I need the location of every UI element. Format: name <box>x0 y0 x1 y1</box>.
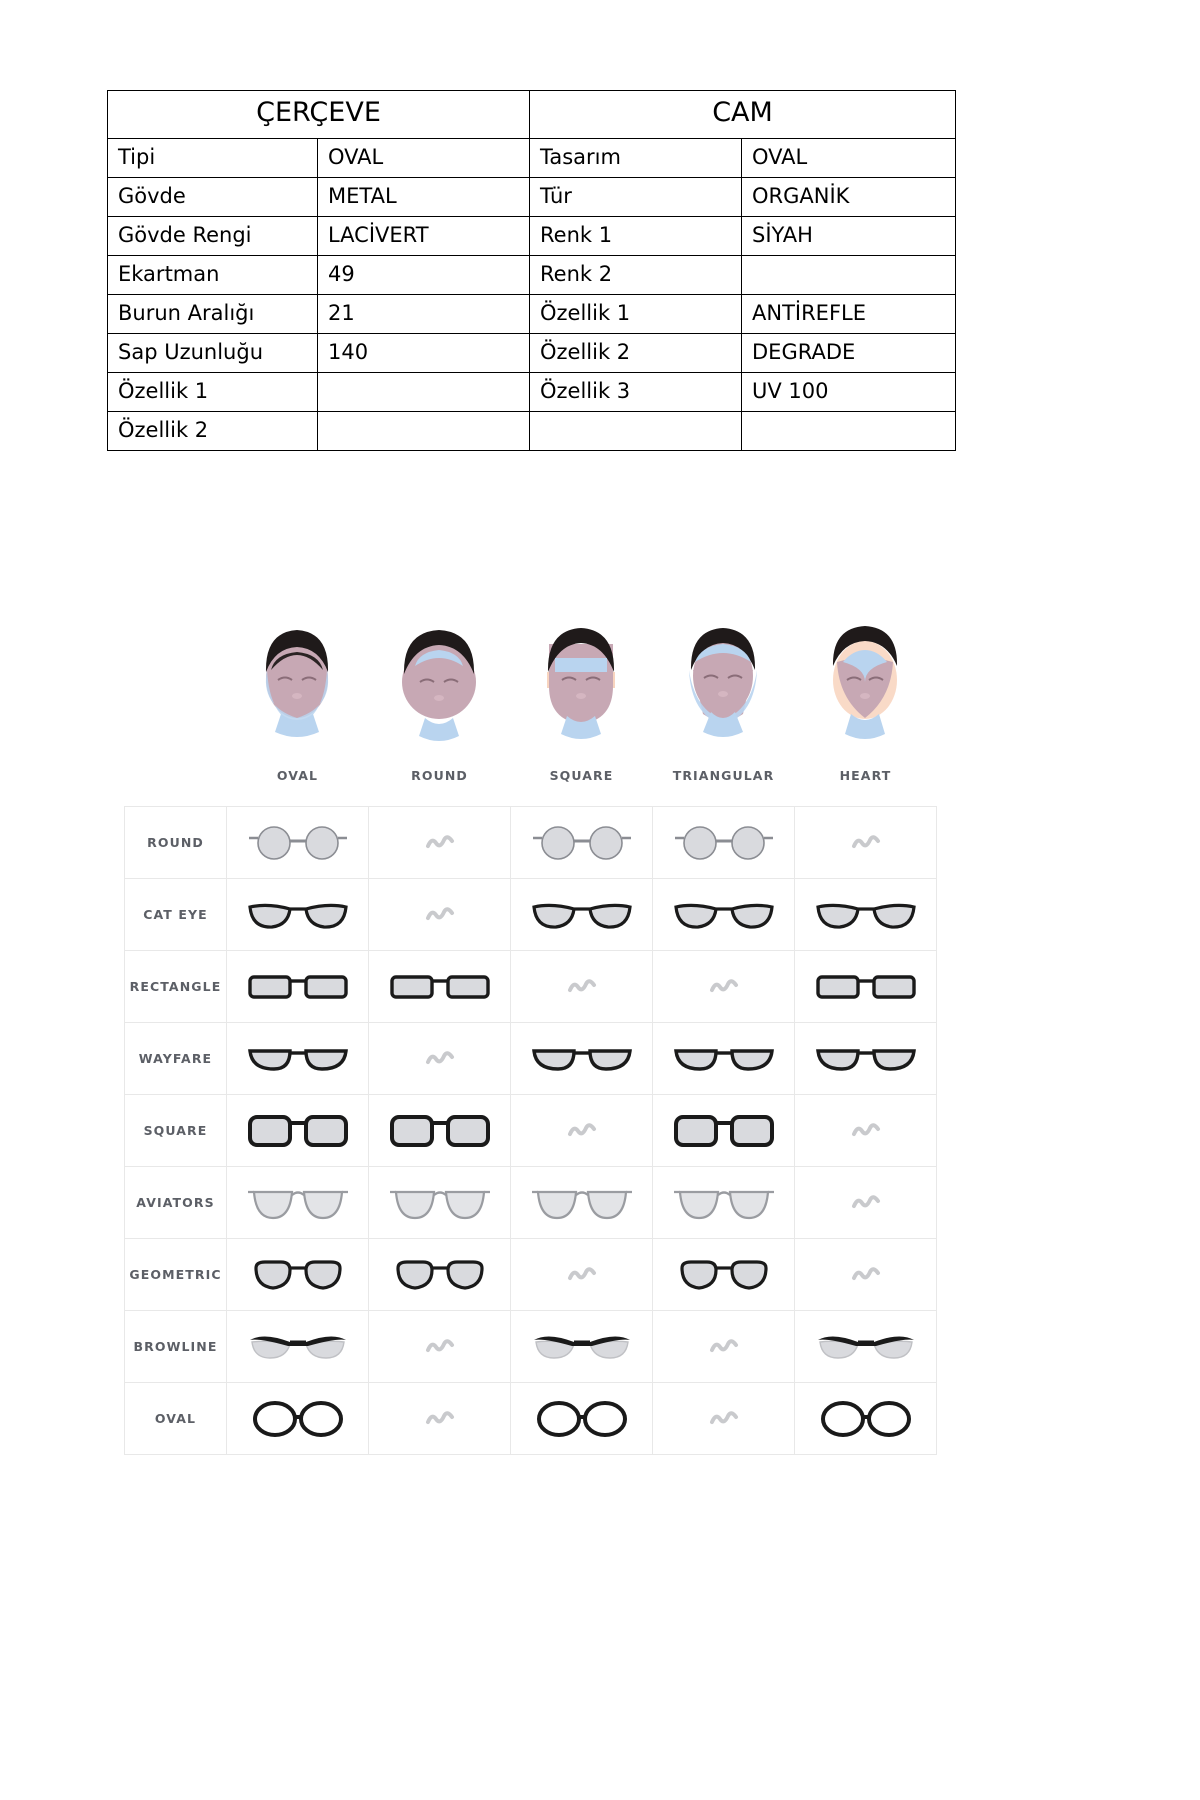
glasses-icon-oval <box>812 1397 920 1441</box>
not-recommended-icon <box>425 1049 455 1069</box>
row-header-round: ROUND <box>125 807 227 879</box>
lens-color2-value <box>742 256 956 295</box>
cell-browline-heart <box>795 1311 937 1383</box>
lens-feature3-label: Özellik 3 <box>530 373 742 412</box>
frame-color-label: Gövde Rengi <box>108 217 318 256</box>
cell-wayfare-triangular <box>653 1023 795 1095</box>
lens-feature1-value: ANTİREFLE <box>742 295 956 334</box>
face-cell-triangular <box>652 608 794 758</box>
cell-rectangle-round <box>369 951 511 1023</box>
grid-row-oval <box>125 1383 937 1455</box>
cell-oval-heart <box>795 1383 937 1455</box>
face-cell-round <box>368 608 510 758</box>
glasses-icon-cat-eye <box>242 895 354 935</box>
glasses-icon-square <box>242 1109 354 1153</box>
glasses-icon-round <box>670 823 778 863</box>
column-header-triangular: TRIANGULAR <box>672 768 775 783</box>
not-recommended-icon <box>851 1265 881 1285</box>
cell-rectangle-oval <box>227 951 369 1023</box>
specification-table <box>107 90 956 451</box>
glasses-icon-aviators <box>386 1182 494 1224</box>
grid-row-rectangle <box>125 951 937 1023</box>
frame-body-value: METAL <box>318 178 530 217</box>
grid-row-geometric <box>125 1239 937 1311</box>
cell-oval-round <box>369 1383 511 1455</box>
lens-kind-label: Tür <box>530 178 742 217</box>
cell-browline-oval <box>227 1311 369 1383</box>
cell-geometric-square <box>511 1239 653 1311</box>
glasses-icon-rectangle <box>384 967 496 1007</box>
frame-feature2-label: Özellik 2 <box>108 412 318 451</box>
glasses-icon-rectangle <box>242 967 354 1007</box>
face-illustration-row <box>226 608 936 758</box>
compatibility-grid-container <box>124 768 936 1455</box>
face-icon-round <box>387 614 491 754</box>
glasses-icon-wayfare <box>668 1039 780 1079</box>
glasses-icon-geometric <box>386 1254 494 1296</box>
glasses-icon-round <box>528 823 636 863</box>
table-row <box>108 412 956 451</box>
cell-round-heart <box>795 807 937 879</box>
glasses-icon-round <box>244 823 352 863</box>
column-header-heart: HEART <box>839 768 892 783</box>
glasses-icon-wayfare <box>242 1039 354 1079</box>
frame-color-value: LACİVERT <box>318 217 530 256</box>
glasses-icon-rectangle <box>810 967 922 1007</box>
frame-feature1-value <box>318 373 530 412</box>
frame-lenswidth-value: 49 <box>318 256 530 295</box>
glasses-icon-wayfare <box>526 1039 638 1079</box>
compatibility-grid <box>124 768 937 1455</box>
table-row <box>108 178 956 217</box>
cell-wayfare-round <box>369 1023 511 1095</box>
grid-row-square <box>125 1095 937 1167</box>
lens-design-value: OVAL <box>742 139 956 178</box>
grid-row-browline <box>125 1311 937 1383</box>
glasses-icon-cat-eye <box>668 895 780 935</box>
not-recommended-icon <box>425 1409 455 1429</box>
grid-corner-cell <box>125 768 227 807</box>
lens-color2-label: Renk 2 <box>530 256 742 295</box>
cell-cateye-oval <box>227 879 369 951</box>
frame-feature2-value <box>318 412 530 451</box>
cell-geometric-oval <box>227 1239 369 1311</box>
face-cell-oval <box>226 608 368 758</box>
lens-feature1-label: Özellik 1 <box>530 295 742 334</box>
glasses-icon-browline <box>526 1328 638 1366</box>
cell-wayfare-oval <box>227 1023 369 1095</box>
not-recommended-icon <box>567 977 597 997</box>
cell-geometric-heart <box>795 1239 937 1311</box>
frame-section-header: ÇERÇEVE <box>108 91 530 139</box>
not-recommended-icon <box>709 1337 739 1357</box>
glasses-icon-aviators <box>244 1182 352 1224</box>
not-recommended-icon <box>709 1409 739 1429</box>
table-row <box>108 139 956 178</box>
table-row <box>108 373 956 412</box>
glasses-icon-square <box>384 1109 496 1153</box>
cell-square-round <box>369 1095 511 1167</box>
lens-color1-value: SİYAH <box>742 217 956 256</box>
not-recommended-icon <box>851 1193 881 1213</box>
cell-rectangle-heart <box>795 951 937 1023</box>
cell-square-square <box>511 1095 653 1167</box>
row-header-browline: BROWLINE <box>125 1311 227 1383</box>
lens-section-header: CAM <box>530 91 956 139</box>
not-recommended-icon <box>425 905 455 925</box>
grid-row-aviators <box>125 1167 937 1239</box>
lens-feature3-value: UV 100 <box>742 373 956 412</box>
cell-wayfare-heart <box>795 1023 937 1095</box>
glasses-icon-aviators <box>670 1182 778 1224</box>
row-header-aviators: AVIATORS <box>125 1167 227 1239</box>
face-icon-heart <box>813 614 917 754</box>
cell-oval-triangular <box>653 1383 795 1455</box>
frame-temple-label: Sap Uzunluğu <box>108 334 318 373</box>
face-icon-oval <box>245 614 349 754</box>
row-header-rectangle: RECTANGLE <box>125 951 227 1023</box>
cell-square-heart <box>795 1095 937 1167</box>
table-row <box>108 334 956 373</box>
glasses-icon-cat-eye <box>810 895 922 935</box>
lens-feature2-label: Özellik 2 <box>530 334 742 373</box>
glasses-icon-oval <box>528 1397 636 1441</box>
cell-browline-square <box>511 1311 653 1383</box>
table-row <box>108 217 956 256</box>
cell-oval-square <box>511 1383 653 1455</box>
table-header-row <box>108 91 956 139</box>
row-header-square: SQUARE <box>125 1095 227 1167</box>
frame-bridge-value: 21 <box>318 295 530 334</box>
grid-row-cat-eye <box>125 879 937 951</box>
glasses-icon-aviators <box>528 1182 636 1224</box>
row-header-cat-eye: CAT EYE <box>125 879 227 951</box>
lens-color1-label: Renk 1 <box>530 217 742 256</box>
cell-cateye-triangular <box>653 879 795 951</box>
cell-aviators-heart <box>795 1167 937 1239</box>
empty-label-cell <box>530 412 742 451</box>
frame-temple-value: 140 <box>318 334 530 373</box>
grid-row-wayfare <box>125 1023 937 1095</box>
cell-aviators-round <box>369 1167 511 1239</box>
grid-row-round <box>125 807 937 879</box>
glasses-icon-cat-eye <box>526 895 638 935</box>
face-shape-frame-chart <box>124 608 936 1508</box>
cell-round-oval <box>227 807 369 879</box>
cell-cateye-heart <box>795 879 937 951</box>
specification-table-container <box>107 90 955 451</box>
cell-rectangle-square <box>511 951 653 1023</box>
cell-round-triangular <box>653 807 795 879</box>
glasses-icon-square <box>668 1109 780 1153</box>
cell-browline-round <box>369 1311 511 1383</box>
face-icon-square <box>529 614 633 754</box>
glasses-icon-geometric <box>244 1254 352 1296</box>
glasses-icon-browline <box>242 1328 354 1366</box>
not-recommended-icon <box>709 977 739 997</box>
table-row <box>108 295 956 334</box>
glasses-icon-wayfare <box>810 1039 922 1079</box>
cell-aviators-square <box>511 1167 653 1239</box>
lens-feature2-value: DEGRADE <box>742 334 956 373</box>
cell-square-triangular <box>653 1095 795 1167</box>
not-recommended-icon <box>567 1265 597 1285</box>
not-recommended-icon <box>425 1337 455 1357</box>
face-icon-triangular <box>671 614 775 754</box>
cell-square-oval <box>227 1095 369 1167</box>
cell-aviators-oval <box>227 1167 369 1239</box>
glasses-icon-geometric <box>670 1254 778 1296</box>
cell-round-round <box>369 807 511 879</box>
cell-aviators-triangular <box>653 1167 795 1239</box>
cell-wayfare-square <box>511 1023 653 1095</box>
frame-bridge-label: Burun Aralığı <box>108 295 318 334</box>
not-recommended-icon <box>567 1121 597 1141</box>
glasses-icon-browline <box>810 1328 922 1366</box>
cell-geometric-triangular <box>653 1239 795 1311</box>
frame-type-label: Tipi <box>108 139 318 178</box>
frame-lenswidth-label: Ekartman <box>108 256 318 295</box>
face-cell-heart <box>794 608 936 758</box>
cell-cateye-square <box>511 879 653 951</box>
row-header-oval: OVAL <box>125 1383 227 1455</box>
row-header-wayfare: WAYFARE <box>125 1023 227 1095</box>
glasses-icon-oval <box>244 1397 352 1441</box>
table-row <box>108 256 956 295</box>
frame-feature1-label: Özellik 1 <box>108 373 318 412</box>
grid-header-row <box>125 768 937 807</box>
not-recommended-icon <box>851 1121 881 1141</box>
cell-round-square <box>511 807 653 879</box>
lens-kind-value: ORGANİK <box>742 178 956 217</box>
not-recommended-icon <box>851 833 881 853</box>
row-header-geometric: GEOMETRIC <box>125 1239 227 1311</box>
cell-browline-triangular <box>653 1311 795 1383</box>
column-header-square: SQUARE <box>549 768 614 783</box>
cell-oval-oval <box>227 1383 369 1455</box>
column-header-oval: OVAL <box>276 768 319 783</box>
frame-type-value: OVAL <box>318 139 530 178</box>
cell-geometric-round <box>369 1239 511 1311</box>
frame-body-label: Gövde <box>108 178 318 217</box>
cell-cateye-round <box>369 879 511 951</box>
face-cell-square <box>510 608 652 758</box>
not-recommended-icon <box>425 833 455 853</box>
empty-value-cell <box>742 412 956 451</box>
cell-rectangle-triangular <box>653 951 795 1023</box>
lens-design-label: Tasarım <box>530 139 742 178</box>
column-header-round: ROUND <box>411 768 468 783</box>
